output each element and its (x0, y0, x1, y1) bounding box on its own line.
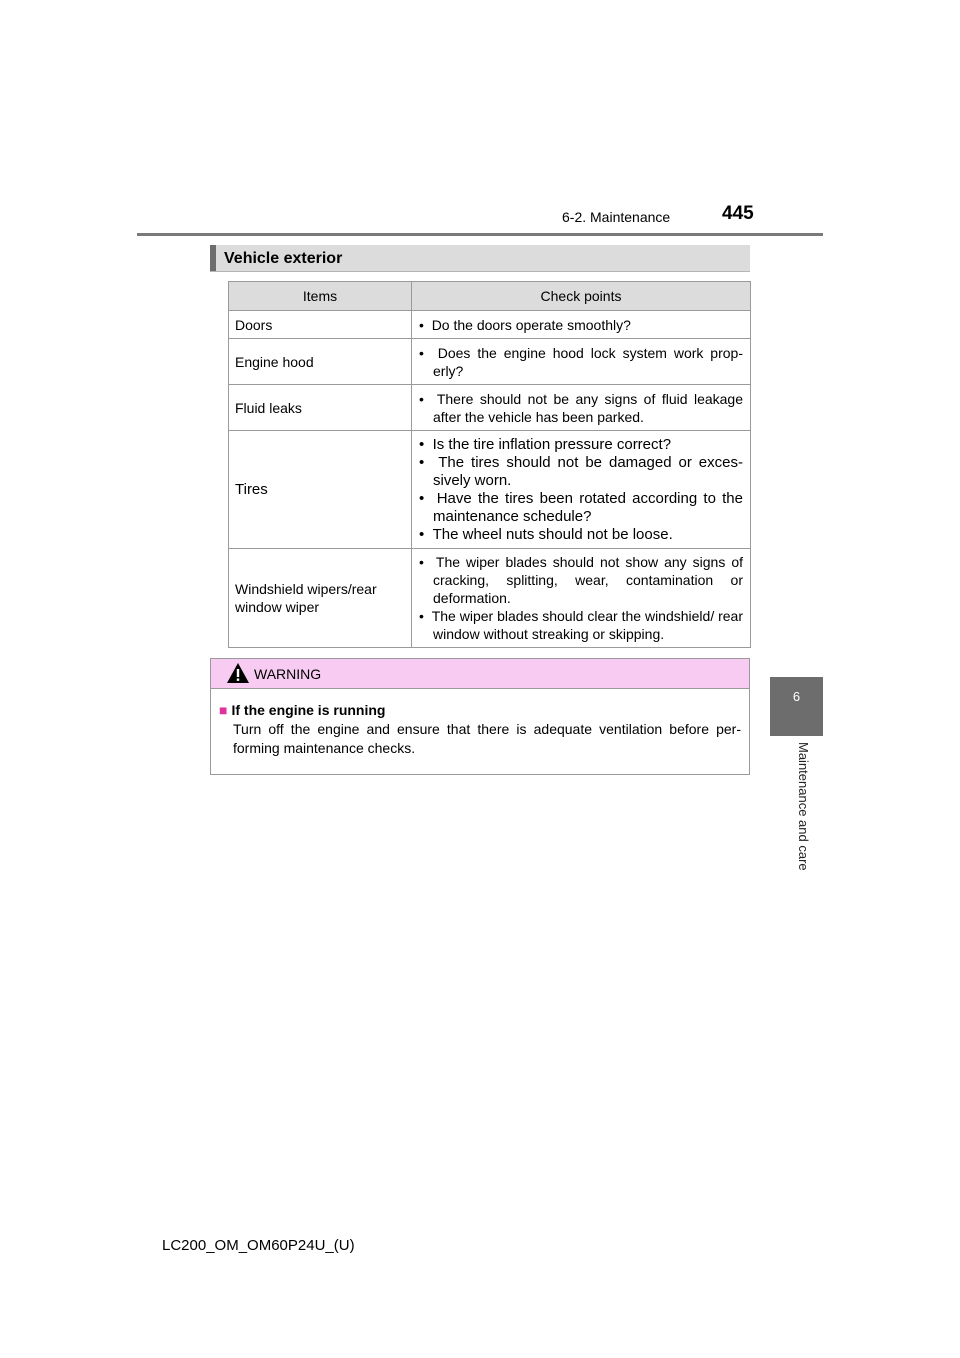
chapter-number: 6 (792, 689, 801, 704)
check-point: • There should not be any signs of fluid leakage after the vehicle has been parked. (419, 390, 743, 425)
check-point: • Do the doors operate smoothly? (419, 316, 631, 333)
header-rule (137, 233, 823, 236)
square-bullet-icon: ■ (219, 702, 228, 718)
column-header-items: Items (229, 282, 412, 311)
check-point: • The wiper blades should not show any signs of cracking, splitting, wear, contamination or deformation. (419, 554, 743, 606)
points-cell (412, 311, 751, 339)
item-cell: Windshield wipers/rear window wiper (229, 549, 412, 648)
check-point: • Does the engine hood lock system work prop-erly? (419, 344, 743, 379)
check-point: • The tires should not be damaged or exces-sively worn. (419, 453, 743, 489)
warning-text: Turn off the engine and ensure that there is adequate ventilation before per-forming maintenance checks. (233, 721, 741, 756)
header-section: 6-2. Maintenance (562, 209, 671, 225)
chapter-tab (770, 677, 823, 736)
column-header-check-points: Check points (412, 282, 751, 311)
check-point: • The wheel nuts should not be loose. (419, 525, 673, 543)
points-cell (412, 549, 751, 648)
warning-body (211, 689, 749, 758)
points-cell (412, 385, 751, 431)
table-row (229, 311, 751, 339)
item-cell: Tires (229, 431, 412, 549)
section-marker (210, 245, 216, 271)
points-cell (412, 431, 751, 549)
warning-box (210, 658, 750, 775)
table-header-row (229, 282, 751, 311)
table-row (229, 431, 751, 549)
warning-label: WARNING (254, 666, 322, 682)
footer-code: LC200_OM_OM60P24U_(U) (162, 1237, 355, 1254)
points-cell (412, 339, 751, 385)
page-number: 445 (722, 203, 754, 224)
chapter-title: Maintenance and care (796, 742, 811, 871)
warning-triangle-icon (226, 662, 250, 684)
item-cell: Engine hood (229, 339, 412, 385)
section-title: Vehicle exterior (224, 250, 343, 267)
table-row (229, 549, 751, 648)
check-point: • Have the tires been rotated according to the maintenance schedule? (419, 489, 743, 525)
item-cell: Fluid leaks (229, 385, 412, 431)
check-point: • Is the tire inflation pressure correct? (419, 435, 672, 453)
section-heading (210, 245, 750, 272)
check-point: • The wiper blades should clear the windshield/ rear window without streaking or skipping. (419, 608, 744, 642)
table-row (229, 385, 751, 431)
item-cell: Doors (229, 311, 412, 339)
warning-subheading: ■ If the engine is running (219, 702, 386, 718)
warning-header (211, 659, 749, 689)
check-table (228, 281, 751, 648)
table-row (229, 339, 751, 385)
